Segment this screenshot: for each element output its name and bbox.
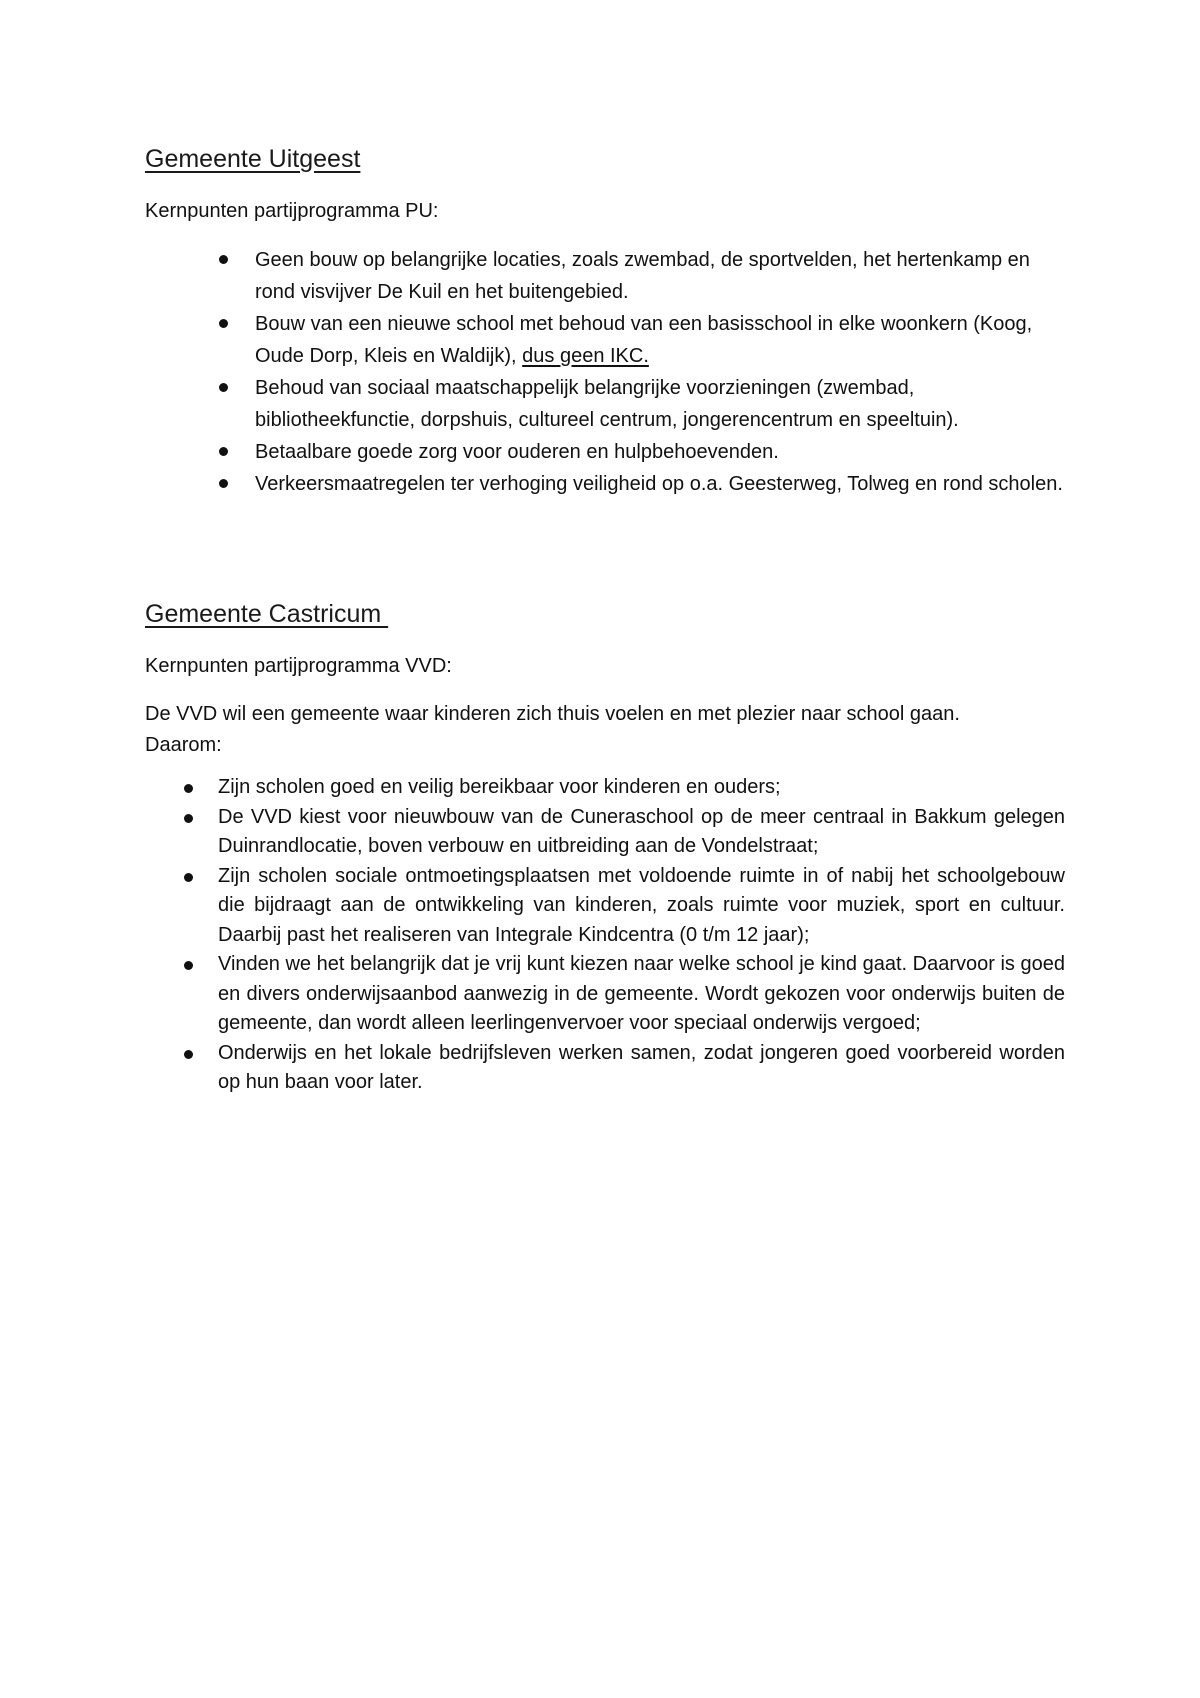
list-item-text: Zijn scholen goed en veilig bereikbaar voor kinderen en ouders; bbox=[218, 776, 781, 798]
list-item bbox=[145, 862, 1065, 951]
bullet-list-castricum bbox=[145, 773, 1065, 1098]
bullet-icon bbox=[184, 784, 193, 793]
list-item-underlined-text: dus geen IKC. bbox=[522, 345, 649, 367]
subheading-castricum: Kernpunten partijprogramma VVD: bbox=[145, 655, 452, 677]
list-item bbox=[145, 950, 1065, 1039]
bullet-icon bbox=[184, 873, 193, 882]
list-item bbox=[145, 1039, 1065, 1098]
bullet-icon bbox=[219, 383, 228, 392]
list-item-text: Verkeersmaatregelen ter verhoging veiligheid op o.a. Geesterweg, Tolweg en rond scholen. bbox=[255, 473, 1063, 495]
bullet-icon bbox=[219, 319, 228, 328]
bullet-icon bbox=[184, 814, 193, 823]
bullet-icon bbox=[219, 255, 228, 264]
section-castricum bbox=[145, 600, 1065, 1098]
list-item-text: De VVD kiest voor nieuwbouw van de Cuneraschool op de meer centraal in Bakkum gelegen Duinrandlocatie, boven verbouw en uitbreiding aan de Vondelstraat; bbox=[218, 805, 1065, 857]
intro-line-2: Daarom: bbox=[145, 734, 222, 756]
list-item-text: Onderwijs en het lokale bedrijfsleven werken samen, zodat jongeren goed voorbereid worden op hun baan voor later. bbox=[218, 1041, 1065, 1093]
bullet-list-uitgeest bbox=[145, 244, 1065, 500]
list-item bbox=[145, 244, 1065, 308]
list-item-text: Vinden we het belangrijk dat je vrij kunt kiezen naar welke school je kind gaat. Daarvoor is goed en divers onderwijsaanbod aanwezig in de gemeente. Wordt gekozen voor onderwijs buiten de gemeente, dan wordt alleen leerlingenvervoer voor speciaal onderwijs vergoed; bbox=[218, 953, 1065, 1034]
list-item bbox=[145, 372, 1065, 436]
intro-line-1: De VVD wil een gemeente waar kinderen zich thuis voelen en met plezier naar school gaan. bbox=[145, 703, 960, 725]
list-item-text: Betaalbare goede zorg voor ouderen en hulpbehoevenden. bbox=[255, 441, 779, 463]
list-item-text: Zijn scholen sociale ontmoetingsplaatsen met voldoende ruimte in of nabij het schoolgebouw die bijdraagt aan de ontwikkeling van kinderen, zoals ruimte voor muziek, sport en cultuur. Daarbij past het realiseren van Integrale Kindcentra (0 t/m 12 jaar); bbox=[218, 864, 1065, 946]
list-item-text: Behoud van sociaal maatschappelijk belangrijke voorzieningen (zwembad, bibliotheekfunctie, dorpshuis, cultureel centrum, jongerencentrum en speeltuin). bbox=[255, 377, 959, 431]
list-item-text: Geen bouw op belangrijke locaties, zoals zwembad, de sportvelden, het hertenkamp en rond visvijver De Kuil en het buitengebied. bbox=[255, 249, 1030, 303]
intro-paragraph bbox=[145, 699, 1065, 761]
section-uitgeest bbox=[145, 145, 1065, 500]
list-item-text: Bouw van een nieuwe school met behoud van een basisschool in elke woonkern (Koog, Oude Dorp, Kleis en Waldijk), bbox=[255, 313, 1033, 367]
bullet-icon bbox=[219, 479, 228, 488]
list-item bbox=[145, 468, 1065, 500]
list-item bbox=[145, 773, 1065, 803]
subheading-uitgeest: Kernpunten partijprogramma PU: bbox=[145, 200, 439, 222]
list-item bbox=[145, 308, 1065, 372]
bullet-icon bbox=[184, 1050, 193, 1059]
list-item bbox=[145, 436, 1065, 468]
bullet-icon bbox=[184, 961, 193, 970]
list-item bbox=[145, 803, 1065, 862]
bullet-icon bbox=[219, 447, 228, 456]
heading-castricum: Gemeente Castricum bbox=[145, 600, 389, 628]
heading-uitgeest: Gemeente Uitgeest bbox=[145, 145, 361, 173]
